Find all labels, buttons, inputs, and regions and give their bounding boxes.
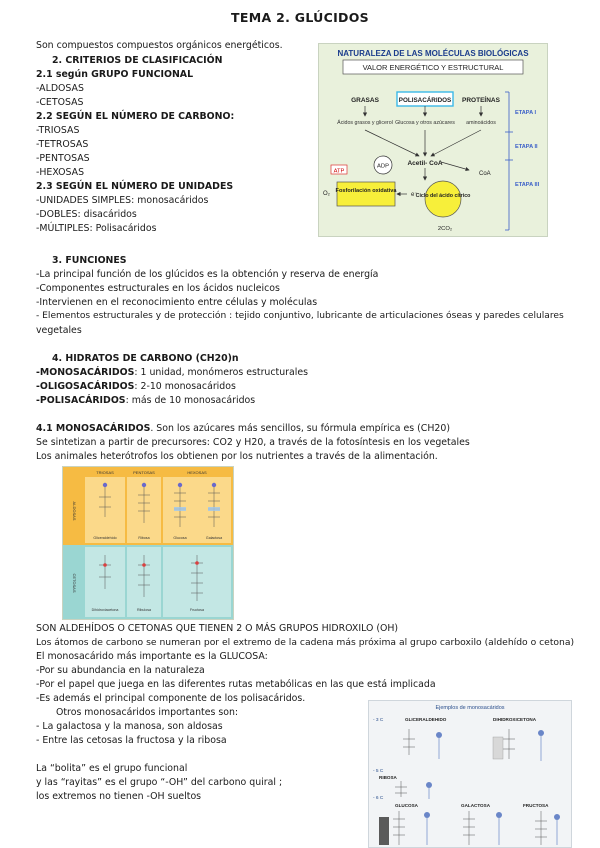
function-item: - Elementos estructurales y de protección : tejido conjuntivo, lubricante de articulaciones óseas y paredes celulares [36, 311, 564, 321]
row-cetosas: CETOSAS [72, 573, 77, 593]
function-item-continued: vegetales [36, 325, 82, 336]
adp-label: ADP [377, 163, 389, 170]
grasas-label: GRASAS [351, 97, 379, 104]
name-ribosa: Ribosa [138, 536, 150, 540]
grasas-subtext: Ácidos grasos y glicerol [337, 120, 393, 126]
page-title: TEMA 2. GLÚCIDOS [231, 10, 369, 25]
row-aldosas: ALDOSAS [72, 501, 77, 521]
paragraph-line: Se sintetizan a partir de precursores: CO2 y H20, a través de la fotosíntesis en los vegetales [36, 437, 470, 448]
label-3c: - 3 C [373, 718, 384, 723]
label-fructosa: FRUCTOSA [523, 803, 549, 808]
paragraph-line: - La galactosa y la manosa, son aldosas [36, 721, 223, 732]
name-gliceraldehido: Gliceraldehído [93, 536, 117, 540]
paragraph-line: -Por su abundancia en la naturaleza [36, 665, 205, 676]
paragraph-line: Otros monosacáridos importantes son: [56, 707, 239, 718]
name-dihidroxiacetona: Dihidroxiacetona [91, 608, 119, 612]
label-5c: - 5 C [373, 769, 384, 774]
subsection-2-1: 2.1 según GRUPO FUNCIONAL [36, 69, 194, 80]
fosforilacion-label: Fosforilación oxidativa [335, 188, 397, 194]
paragraph-line: Los átomos de carbono se numeran por el extremo de la cadena más próxima al grupo carboxilo (aldehído o cetona) [36, 637, 575, 648]
function-item: -La principal función de los glúcidos es la obtención y reserva de energía [36, 269, 379, 280]
monosacaridos-definition: 4.1 MONOSACÁRIDOS. Son los azúcares más sencillos, su fórmula empírica es (CH20) [36, 423, 450, 434]
etapa-3-label: ETAPA III [515, 182, 540, 188]
classification-item: -POLISACÁRIDOS: más de 10 monosacáridos [36, 395, 256, 406]
label-galactosa: GALACTOSA [461, 803, 491, 808]
paragraph-line: - Entre las cetosas la fructosa y la ribosa [36, 735, 227, 746]
paragraph-line: -Es además el principal componente de los polisacáridos. [36, 693, 306, 704]
classification-item: -MONOSACÁRIDOS: 1 unidad, monómeros estructurales [36, 367, 308, 378]
proteinas-label: PROTEÍNAS [462, 97, 500, 104]
examples-title: Ejemplos de monosacáridos [435, 705, 505, 711]
section-3-heading: 3. FUNCIONES [52, 255, 127, 266]
subsection-2-3: 2.3 SEGÚN EL NÚMERO DE UNIDADES [36, 181, 234, 192]
subsection-2-2: 2.2 SEGÚN EL NÚMERO DE CARBONO: [36, 111, 235, 122]
atp-label: ATP [333, 168, 345, 175]
electron-label: e⁻ [411, 192, 418, 198]
name-ribulosa: Ribulosa [137, 608, 151, 612]
polisac-subtext: Glucosa y otros azúcares [395, 120, 455, 126]
col-pentosas: PENTOSAS [133, 470, 155, 475]
section-4-heading: 4. HIDRATOS DE CARBONO (CH20)n [52, 353, 239, 364]
name-galactosa: Galactosa [205, 536, 223, 540]
diagram-subtitle: VALOR ENERGÉTICO Y ESTRUCTURAL [362, 63, 504, 72]
label-dihidroxicetona: DIHIDROXICETONA [493, 717, 537, 722]
section-2-heading: 2. CRITERIOS DE CLASIFICACIÓN [52, 55, 223, 66]
list-item: -PENTOSAS [36, 153, 90, 164]
coa-label: CoA [479, 171, 491, 177]
paragraph-line: -Por el papel que juega en las diferentes rutas metabólicas en las que está implicada [36, 679, 436, 690]
list-item: -TRIOSAS [36, 125, 80, 136]
list-item: -CETOSAS [36, 97, 84, 108]
list-item: -ALDOSAS [36, 83, 84, 94]
list-item: -HEXOSAS [36, 167, 85, 178]
polisacaridos-label: POLISACÁRIDOS [398, 97, 452, 104]
monosaccharide-examples-figure [368, 700, 572, 848]
list-item: -MÚLTIPLES: Polisacáridos [36, 223, 157, 234]
list-item: -UNIDADES SIMPLES: monosacáridos [36, 195, 209, 206]
monosaccharide-table-figure [62, 466, 234, 620]
classification-item: -OLIGOSACÁRIDOS: 2-10 monosacáridos [36, 381, 236, 392]
function-item: -Intervienen en el reconocimiento entre células y moléculas [36, 297, 318, 308]
paragraph-line: La “bolita” es el grupo funcional [36, 763, 188, 774]
paragraph-line: El monosacárido más importante es la GLUCOSA: [36, 651, 268, 662]
paragraph-line: SON ALDEHÍDOS O CETONAS QUE TIENEN 2 O MÁS GRUPOS HIDROXILO (OH) [36, 623, 399, 634]
label-6c: - 6 C [373, 796, 384, 801]
intro-text: Son compuestos compuestos orgánicos energéticos. [36, 40, 283, 51]
metabolism-diagram [318, 43, 548, 237]
name-glucosa: Glucosa [173, 536, 187, 540]
col-hexosas: HEXOSAS [187, 470, 207, 475]
proteinas-subtext: aminoácidos [466, 120, 496, 126]
function-item: -Componentes estructurales en los ácidos nucleicos [36, 283, 280, 294]
o2-label: O₂ [323, 191, 330, 197]
label-ribosa: RIBOSA [379, 775, 397, 780]
list-item: -TETROSAS [36, 139, 89, 150]
co2-label: 2CO₂ [437, 226, 453, 232]
name-fructosa: Fructosa [190, 608, 204, 612]
diagram-title: NATURALEZA DE LAS MOLÉCULAS BIOLÓGICAS [337, 49, 529, 58]
label-glucosa: GLUCOSA [395, 803, 418, 808]
etapa-1-label: ETAPA I [515, 110, 537, 116]
paragraph-line: los extremos no tienen -OH sueltos [36, 791, 202, 802]
paragraph-line: y las “rayitas” es el grupo “-OH” del carbono quiral ; [36, 777, 283, 788]
etapa-2-label: ETAPA II [515, 144, 538, 150]
col-triosas: TRIOSAS [96, 470, 114, 475]
ciclo-label: Ciclo del ácido cítrico [415, 193, 471, 199]
paragraph-line: Los animales heterótrofos los obtienen por los nutrientes a través de la alimentación. [36, 451, 438, 462]
acetil-coa-label: Acetil- CoA [407, 160, 443, 167]
list-item: -DOBLES: disacáridos [36, 209, 137, 220]
label-gliceraldehido: GLICERALDEHIDO [405, 717, 447, 722]
